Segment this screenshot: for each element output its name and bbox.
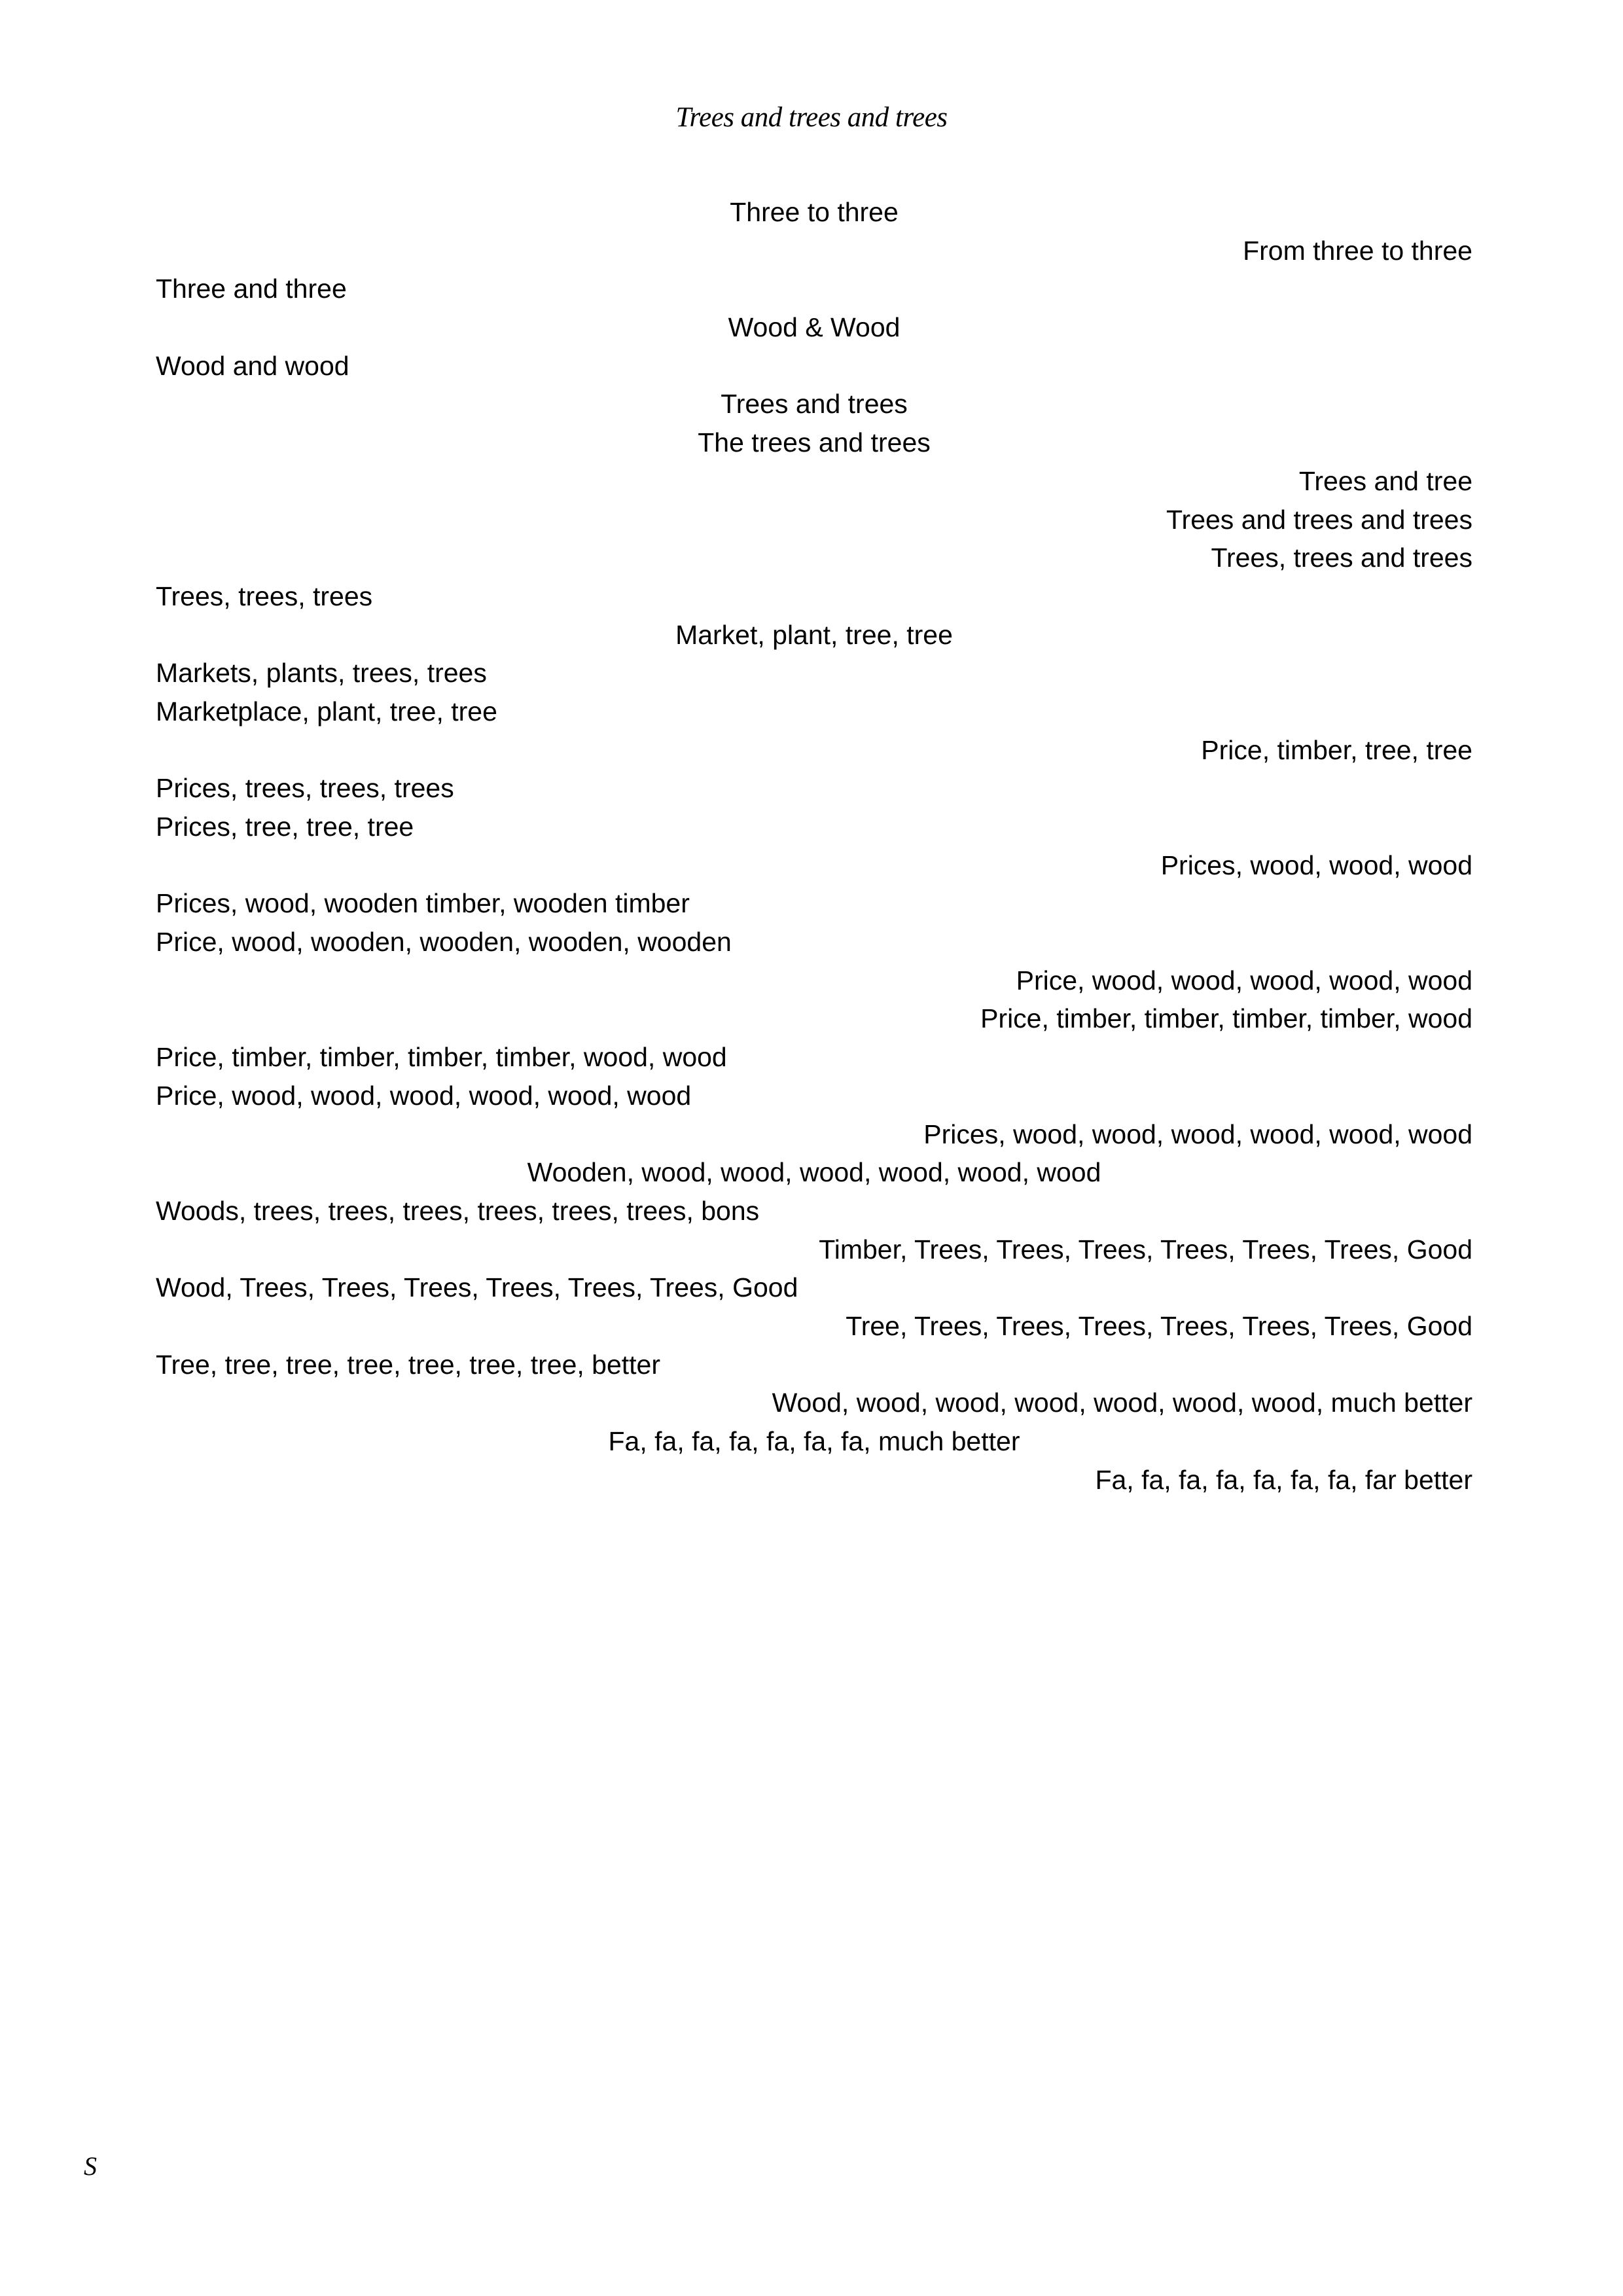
poem-line: Trees and trees and trees [1166, 504, 1472, 535]
poem-line: Trees, trees and trees [1211, 543, 1472, 573]
poem-line: Prices, trees, trees, trees [156, 773, 454, 804]
page-title: Trees and trees and trees [675, 102, 948, 133]
poem-line: Trees and tree [1298, 465, 1472, 496]
poem-body [156, 193, 1472, 1499]
poem-line: Wood & Wood [728, 312, 901, 343]
poem-line: Tree, tree, tree, tree, tree, tree, tree, better [156, 1349, 660, 1380]
poem-line: Trees, trees, trees [156, 581, 373, 611]
poem-line: Prices, wood, wood, wood [1160, 850, 1472, 880]
poem-line: Marketplace, plant, tree, tree [156, 696, 497, 726]
poem-line: Fa, fa, fa, fa, fa, fa, fa, far better [1095, 1464, 1472, 1495]
poem-line: Prices, wood, wood, wood, wood, wood, wood [923, 1119, 1472, 1149]
poem-line: From three to three [1243, 235, 1472, 266]
poem-line: Tree, Trees, Trees, Trees, Trees, Trees, Trees, Good [846, 1310, 1472, 1341]
poem-line: Price, wood, wood, wood, wood, wood [1016, 965, 1472, 996]
poem-line: Wood, Trees, Trees, Trees, Trees, Trees, Trees, Good [156, 1272, 798, 1303]
poem-line: Timber, Trees, Trees, Trees, Trees, Trees, Trees, Good [819, 1234, 1472, 1265]
poem-line: Price, wood, wooden, wooden, wooden, wooden [156, 927, 732, 958]
poem-line: Price, timber, tree, tree [1201, 734, 1472, 765]
poem-line: Market, plant, tree, tree [675, 619, 953, 650]
poem-line: Wood, wood, wood, wood, wood, wood, wood, much better [772, 1388, 1472, 1418]
poem-line: Prices, tree, tree, tree [156, 812, 414, 842]
poem-line: Price, timber, timber, timber, timber, wood [980, 1003, 1472, 1034]
poem-line: The trees and trees [698, 427, 931, 458]
poem-line: Wooden, wood, wood, wood, wood, wood, wood [527, 1157, 1101, 1188]
poem-line: Woods, trees, trees, trees, trees, trees, trees, bons [156, 1195, 760, 1226]
poem-line: Three to three [730, 197, 899, 227]
poem-line: Price, timber, timber, timber, timber, wood, wood [156, 1042, 727, 1073]
poem-line: Markets, plants, trees, trees [156, 658, 487, 689]
poem-line: Prices, wood, wooden timber, wooden timber [156, 888, 690, 919]
poem-line: Wood and wood [156, 350, 349, 381]
poem-line: Fa, fa, fa, fa, fa, fa, fa, much better [608, 1426, 1020, 1456]
poem-line: Three and three [156, 274, 347, 304]
poem-line: Price, wood, wood, wood, wood, wood, wood [156, 1080, 692, 1111]
poem-line: Trees and trees [721, 389, 908, 420]
footer-mark: S [84, 2152, 97, 2181]
